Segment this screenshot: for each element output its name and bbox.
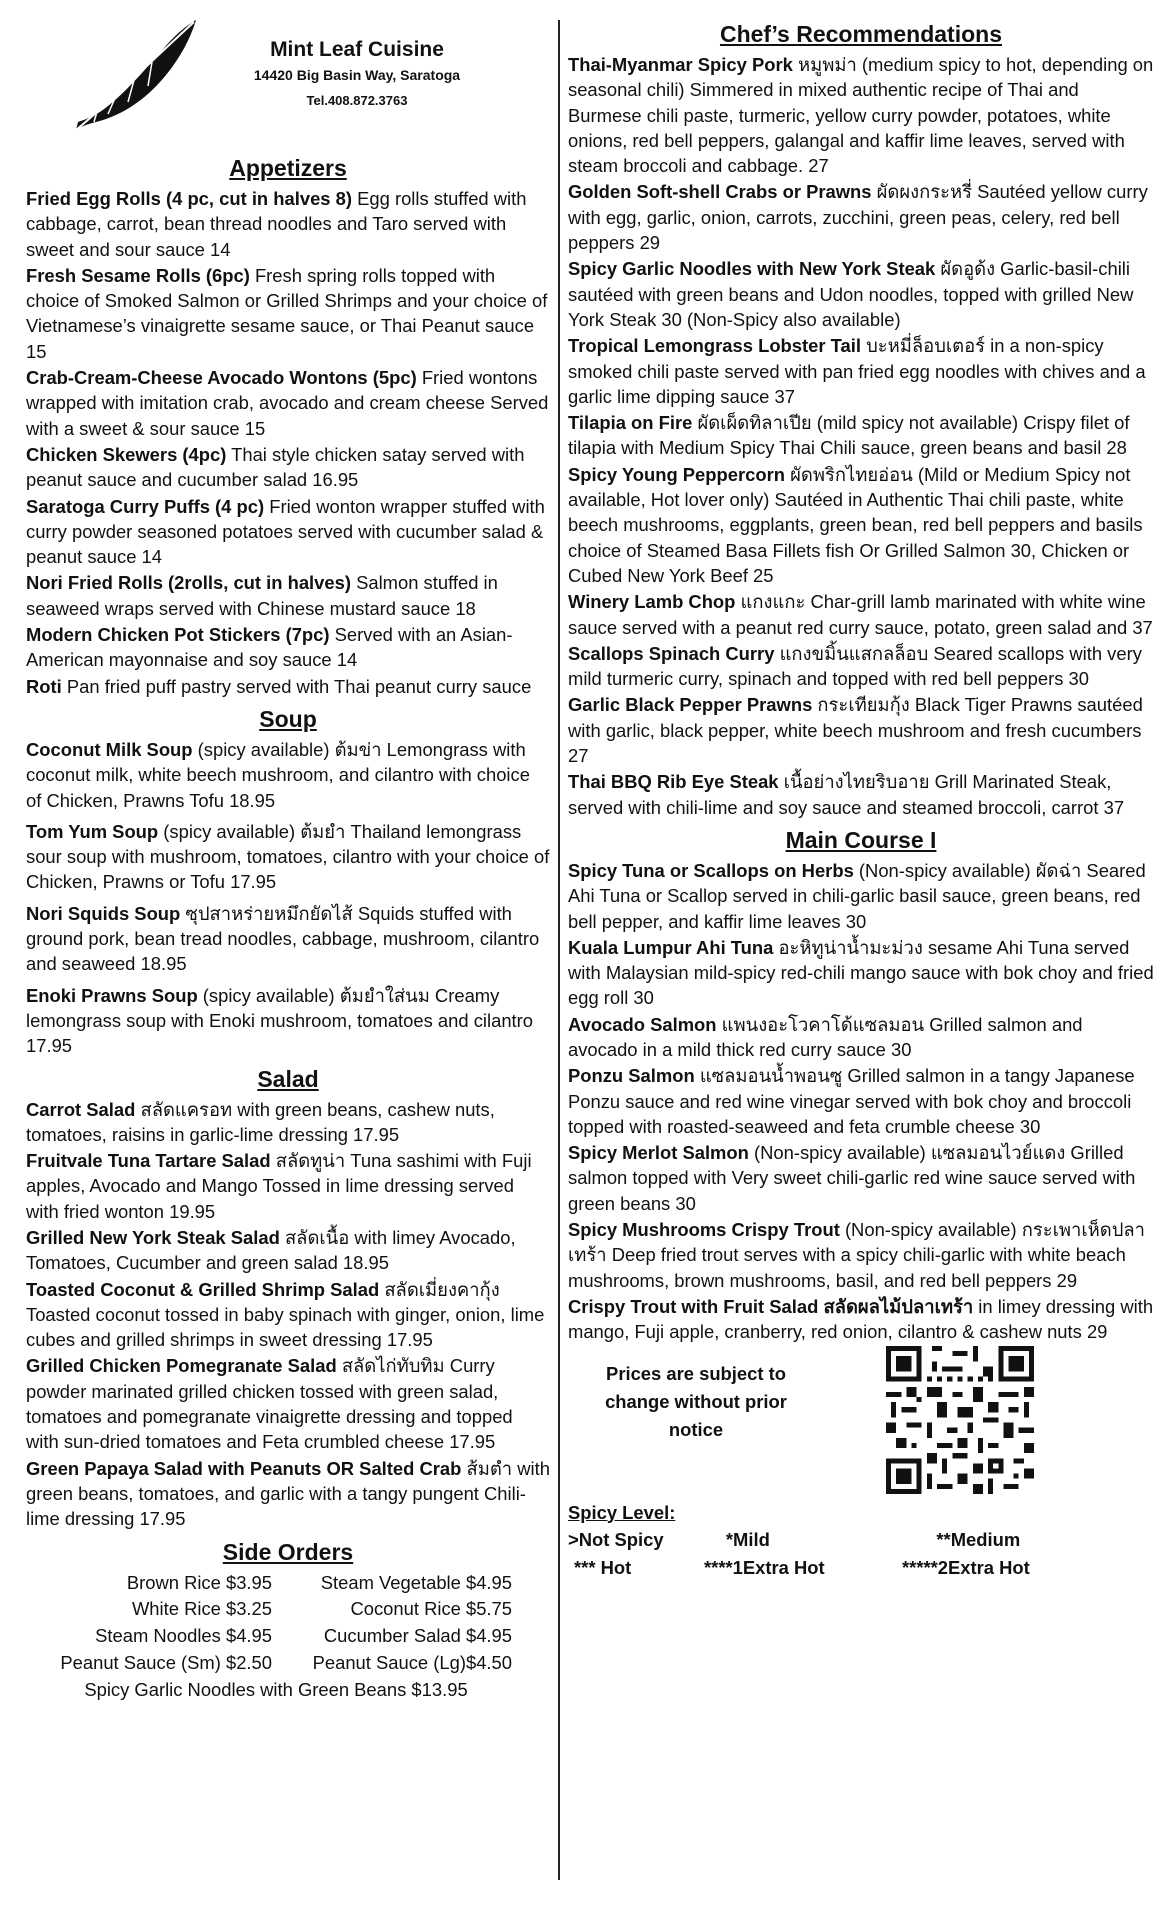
spicy-level: *** Hot [574, 1556, 632, 1578]
menu-item: Ponzu Salmon แซลมอนน้ำพอนซู Grilled salmon in a tangy Japanese Ponzu sauce and red wine vinegar served with bok choy and broccoli topped with roasted-seaweed and feta crumble cheese 30 [568, 1065, 1135, 1137]
price-notice: Prices are subject to change without prior notice [605, 1362, 787, 1440]
menu-item: Scallops Spinach Curry แกงขมิ้นแสกลล็อบ Seared scallops with very mild turmeric curry, spinach and topped with red bell peppers 30 [568, 642, 1142, 690]
menu-item: Golden Soft-shell Crabs or Prawns ผัดผงกระหรี่ Sautéed yellow curry with egg, garlic, onion, carrots, zucchini, green peas, celery, red bell peppers 29 [568, 181, 1148, 254]
spicy-level: *****2Extra Hot [902, 1556, 1030, 1578]
menu-item: Green Papaya Salad with Peanuts OR Salted Crab ส้มตำ with green beans, tomatoes, and garlic with a tangy pungent Chili-lime dressing 17.95 [26, 1457, 550, 1530]
section-title-chef: Chef’s Recommendations [719, 21, 1002, 47]
menu-item: Thai BBQ Rib Eye Steak เนื้อย่างไทยริบอาย Grill Marinated Steak, served with chili-lime and soy sauce and steamed broccoli, carrot 37 [568, 771, 1125, 818]
menu-item: Kuala Lumpur Ahi Tuna อะหิทูน่าน้ำมะม่วง sesame Ahi Tuna served with Malaysian mild-spicy red-chili mango sauce with bok choy and fried egg roll 30 [568, 936, 1154, 1009]
soup-list [26, 737, 550, 1059]
menu-item: Modern Chicken Pot Stickers (7pc) Served with an Asian-American mayonnaise and soy sauce 14 [26, 624, 513, 671]
menu-item: Spicy Merlot Salmon (Non-spicy available) แซลมอนไวย์แดง Grilled salmon topped with Very sweet chili-garlic red wine sauce served with green beans 30 [568, 1142, 1136, 1214]
chef-list [568, 52, 1154, 820]
menu-item: Spicy Young Peppercorn ผัดพริกไทยอ่อน (Mild or Medium Spicy not available, Hot lover only) Sautéed in Authentic Thai chili paste, white beech mushrooms, eggplants, green bean, red bell peppers and basils choice of Steamed Basa Fillets fish Or Grilled Salmon 30, Chicken or Cubed New York Beef 25 [568, 463, 1143, 586]
menu-item: Grilled New York Steak Salad สลัดเนื้อ with limey Avocado, Tomatoes, Cucumber and green salad 18.95 [26, 1226, 516, 1274]
menu-item: Winery Lamb Chop แกงแกะ Char-grill lamb marinated with white wine sauce served with a peanut red curry sauce, potato, green salad and 37 [568, 591, 1153, 638]
menu-item: Thai-Myanmar Spicy Pork หมูพม่า (medium spicy to hot, depending on seasonal chili) Simmered in mixed authentic recipe of Thai and Burmese chili paste, turmeric, yellow curry powder, potatoes, white onions, red bell peppers, galangal and kaffir lime leaves, served with steam broccoli and cabbage. 27 [568, 54, 1154, 177]
section-title-salad: Salad [257, 1065, 319, 1092]
side-row-full: Spicy Garlic Noodles with Green Beans $13.95 [84, 1678, 468, 1700]
menu-item: Avocado Salmon แพนงอะโวคาโด้แซลมอน Grilled salmon and avocado in a mild thick red curry sauce 30 [568, 1013, 1083, 1060]
column-divider [558, 20, 560, 1880]
footer-block [568, 1346, 1154, 1496]
side-row: White Rice $3.25 Coconut Rice $5.75 [131, 1598, 512, 1620]
menu-item: Fresh Sesame Rolls (6pc) Fresh spring rolls topped with choice of Smoked Salmon or Grilled Shrimps and your choice of Vietnamese’s vinaigrette sesame sauce, or Thai Peanut sauce 15 [26, 264, 548, 362]
menu-item: Garlic Black Pepper Prawns กระเทียมกุ้ง Black Tiger Prawns sautéed with garlic, black pepper, white beech mushroom and fresh cucumbers 27 [568, 694, 1143, 767]
restaurant-phone: Tel.408.872.3763 [306, 93, 408, 108]
menu-item: Tropical Lemongrass Lobster Tail บะหมี่ล็อบเตอร์ in a non-spicy smoked chili paste served with pan fried egg noodles with chives and a garlic lime dipping sauce 37 [568, 335, 1146, 407]
left-column [26, 18, 550, 1704]
menu-item: Fruitvale Tuna Tartare Salad สลัดทูน่า Tuna sashimi with Fuji apples, Avocado and Mango Tossed in lime dressing served with fried wonton 19.95 [26, 1150, 532, 1222]
side-row: Steam Noodles $4.95 Cucumber Salad $4.95 [95, 1625, 512, 1647]
menu-item: Tom Yum Soup (spicy available) ต้มยำ Thailand lemongrass sour soup with mushroom, tomatoes, cilantro with your choice of Chicken, Prawns or Tofu 17.95 [26, 820, 550, 893]
restaurant-name: Mint Leaf Cuisine [270, 38, 444, 61]
spicy-level-title: Spicy Level: [568, 1501, 676, 1523]
header [26, 18, 550, 148]
spicy-level: **Medium [936, 1528, 1021, 1550]
menu-item: Toasted Coconut & Grilled Shrimp Salad สลัดเมี่ยงคากุ้ง Toasted coconut tossed in baby spinach with ginger, onion, lime cubes and grilled shrimps in sweet dressing 17.95 [26, 1278, 545, 1351]
spicy-level: *Mild [725, 1528, 770, 1550]
section-title-side-orders: Side Orders [222, 1538, 354, 1565]
menu-item: Spicy Garlic Noodles with New York Steak ผัดอูด้ง Garlic-basil-chili sautéed with green beans and Udon noodles, topped with grilled New York Steak 30 (Non-Spicy also available) [568, 258, 1134, 330]
menu-item: Roti Pan fried puff pastry served with Thai peanut curry sauce [26, 675, 532, 697]
salad-list [26, 1097, 550, 1532]
menu-item: Nori Squids Soup ซุปสาหร่ายหมึกยัดไส้ Squids stuffed with ground pork, bean tread noodles, cabbage, mushroom, cilantro and seaweed 18.95 [26, 902, 540, 975]
menu-item: Spicy Mushrooms Crispy Trout (Non-spicy available) กระเพาเห็ดปลาเทร้า Deep fried trout serves with a spicy chili-garlic with white beach mushrooms, brown mushrooms, basil, and red bell peppers 29 [568, 1219, 1146, 1291]
menu-item: Coconut Milk Soup (spicy available) ต้มข่า Lemongrass with coconut milk, white beech mushroom, and cilantro with choice of Chicken, Prawns Tofu 18.95 [26, 738, 530, 811]
menu-item: Carrot Salad สลัดแครอท with green beans, cashew nuts, tomatoes, raisins in garlic-lime dressing 17.95 [26, 1098, 495, 1145]
menu-item: Crab-Cream-Cheese Avocado Wontons (5pc) Fried wontons wrapped with imitation crab, avocado and cream cheese Served with a sweet & sour sauce 15 [26, 367, 549, 439]
menu-item: Fried Egg Rolls (4 pc, cut in halves 8) Egg rolls stuffed with cabbage, carrot, bean thread noodles and Taro served with sweet and sour sauce 14 [26, 188, 527, 260]
spicy-row [568, 1554, 1154, 1582]
main-course-list [568, 858, 1154, 1345]
menu-item: Enoki Prawns Soup (spicy available) ต้มยำใส่นม Creamy lemongrass soup with Enoki mushroom, tomatoes and cilantro 17.95 [26, 984, 534, 1057]
spicy-level: ****1Extra Hot [704, 1556, 825, 1578]
menu-item: Chicken Skewers (4pc) Thai style chicken satay served with peanut sauce and cucumber salad 16.95 [26, 443, 525, 491]
feather-leaf-icon [68, 18, 198, 133]
spicy-row [568, 1526, 1154, 1554]
side-row: Brown Rice $3.95 Steam Vegetable $4.95 [126, 1571, 512, 1593]
restaurant-address: 14420 Big Basin Way, Saratoga [253, 67, 461, 83]
menu-item: Grilled Chicken Pomegranate Salad สลัดไก่ทับทิม Curry powder marinated grilled chicken tossed with green salad, tomatoes and pomegranate vinaigrette dressing and topped with sun-dried tomatoes and Feta crumbled cheese 17.95 [26, 1355, 513, 1453]
brand-block [212, 36, 502, 112]
spicy-level: >Not Spicy [568, 1528, 664, 1550]
section-title-soup: Soup [259, 705, 317, 732]
menu-item: Nori Fried Rolls (2rolls, cut in halves) Salmon stuffed in seaweed wraps served with Chinese mustard sauce 18 [26, 572, 498, 619]
menu-item: Crispy Trout with Fruit Salad สลัดผลไม้ปลาเทร้า in limey dressing with mango, Fuji apple, cranberry, red onion, cilantro & cashew nuts 29 [568, 1295, 1154, 1343]
appetizers-list [26, 186, 550, 699]
section-title-main-course: Main Course I [785, 826, 937, 853]
side-row: Peanut Sauce (Sm) $2.50 Peanut Sauce (Lg)$4.50 [60, 1651, 512, 1673]
section-title-appetizers: Appetizers [229, 155, 347, 181]
qr-code-icon [886, 1346, 1034, 1494]
right-column [568, 18, 1154, 1582]
menu-item: Spicy Tuna or Scallops on Herbs (Non-spicy available) ผัดฉ่า Seared Ahi Tuna or Scallop served in chili-garlic basil sauce, green beans, red bell pepper, and kaffir lime leaves 30 [568, 859, 1146, 932]
side-orders-list [26, 1570, 550, 1704]
menu-item: Saratoga Curry Puffs (4 pc) Fried wonton wrapper stuffed with curry powder seasoned potatoes served with cucumber salad & peanut sauce 14 [26, 495, 545, 568]
menu-item: Tilapia on Fire ผัดเผ็ดทิลาเปีย (mild spicy not available) Crispy filet of tilapia with Medium Spicy Thai Chili sauce, green beans and basil 28 [568, 412, 1130, 459]
